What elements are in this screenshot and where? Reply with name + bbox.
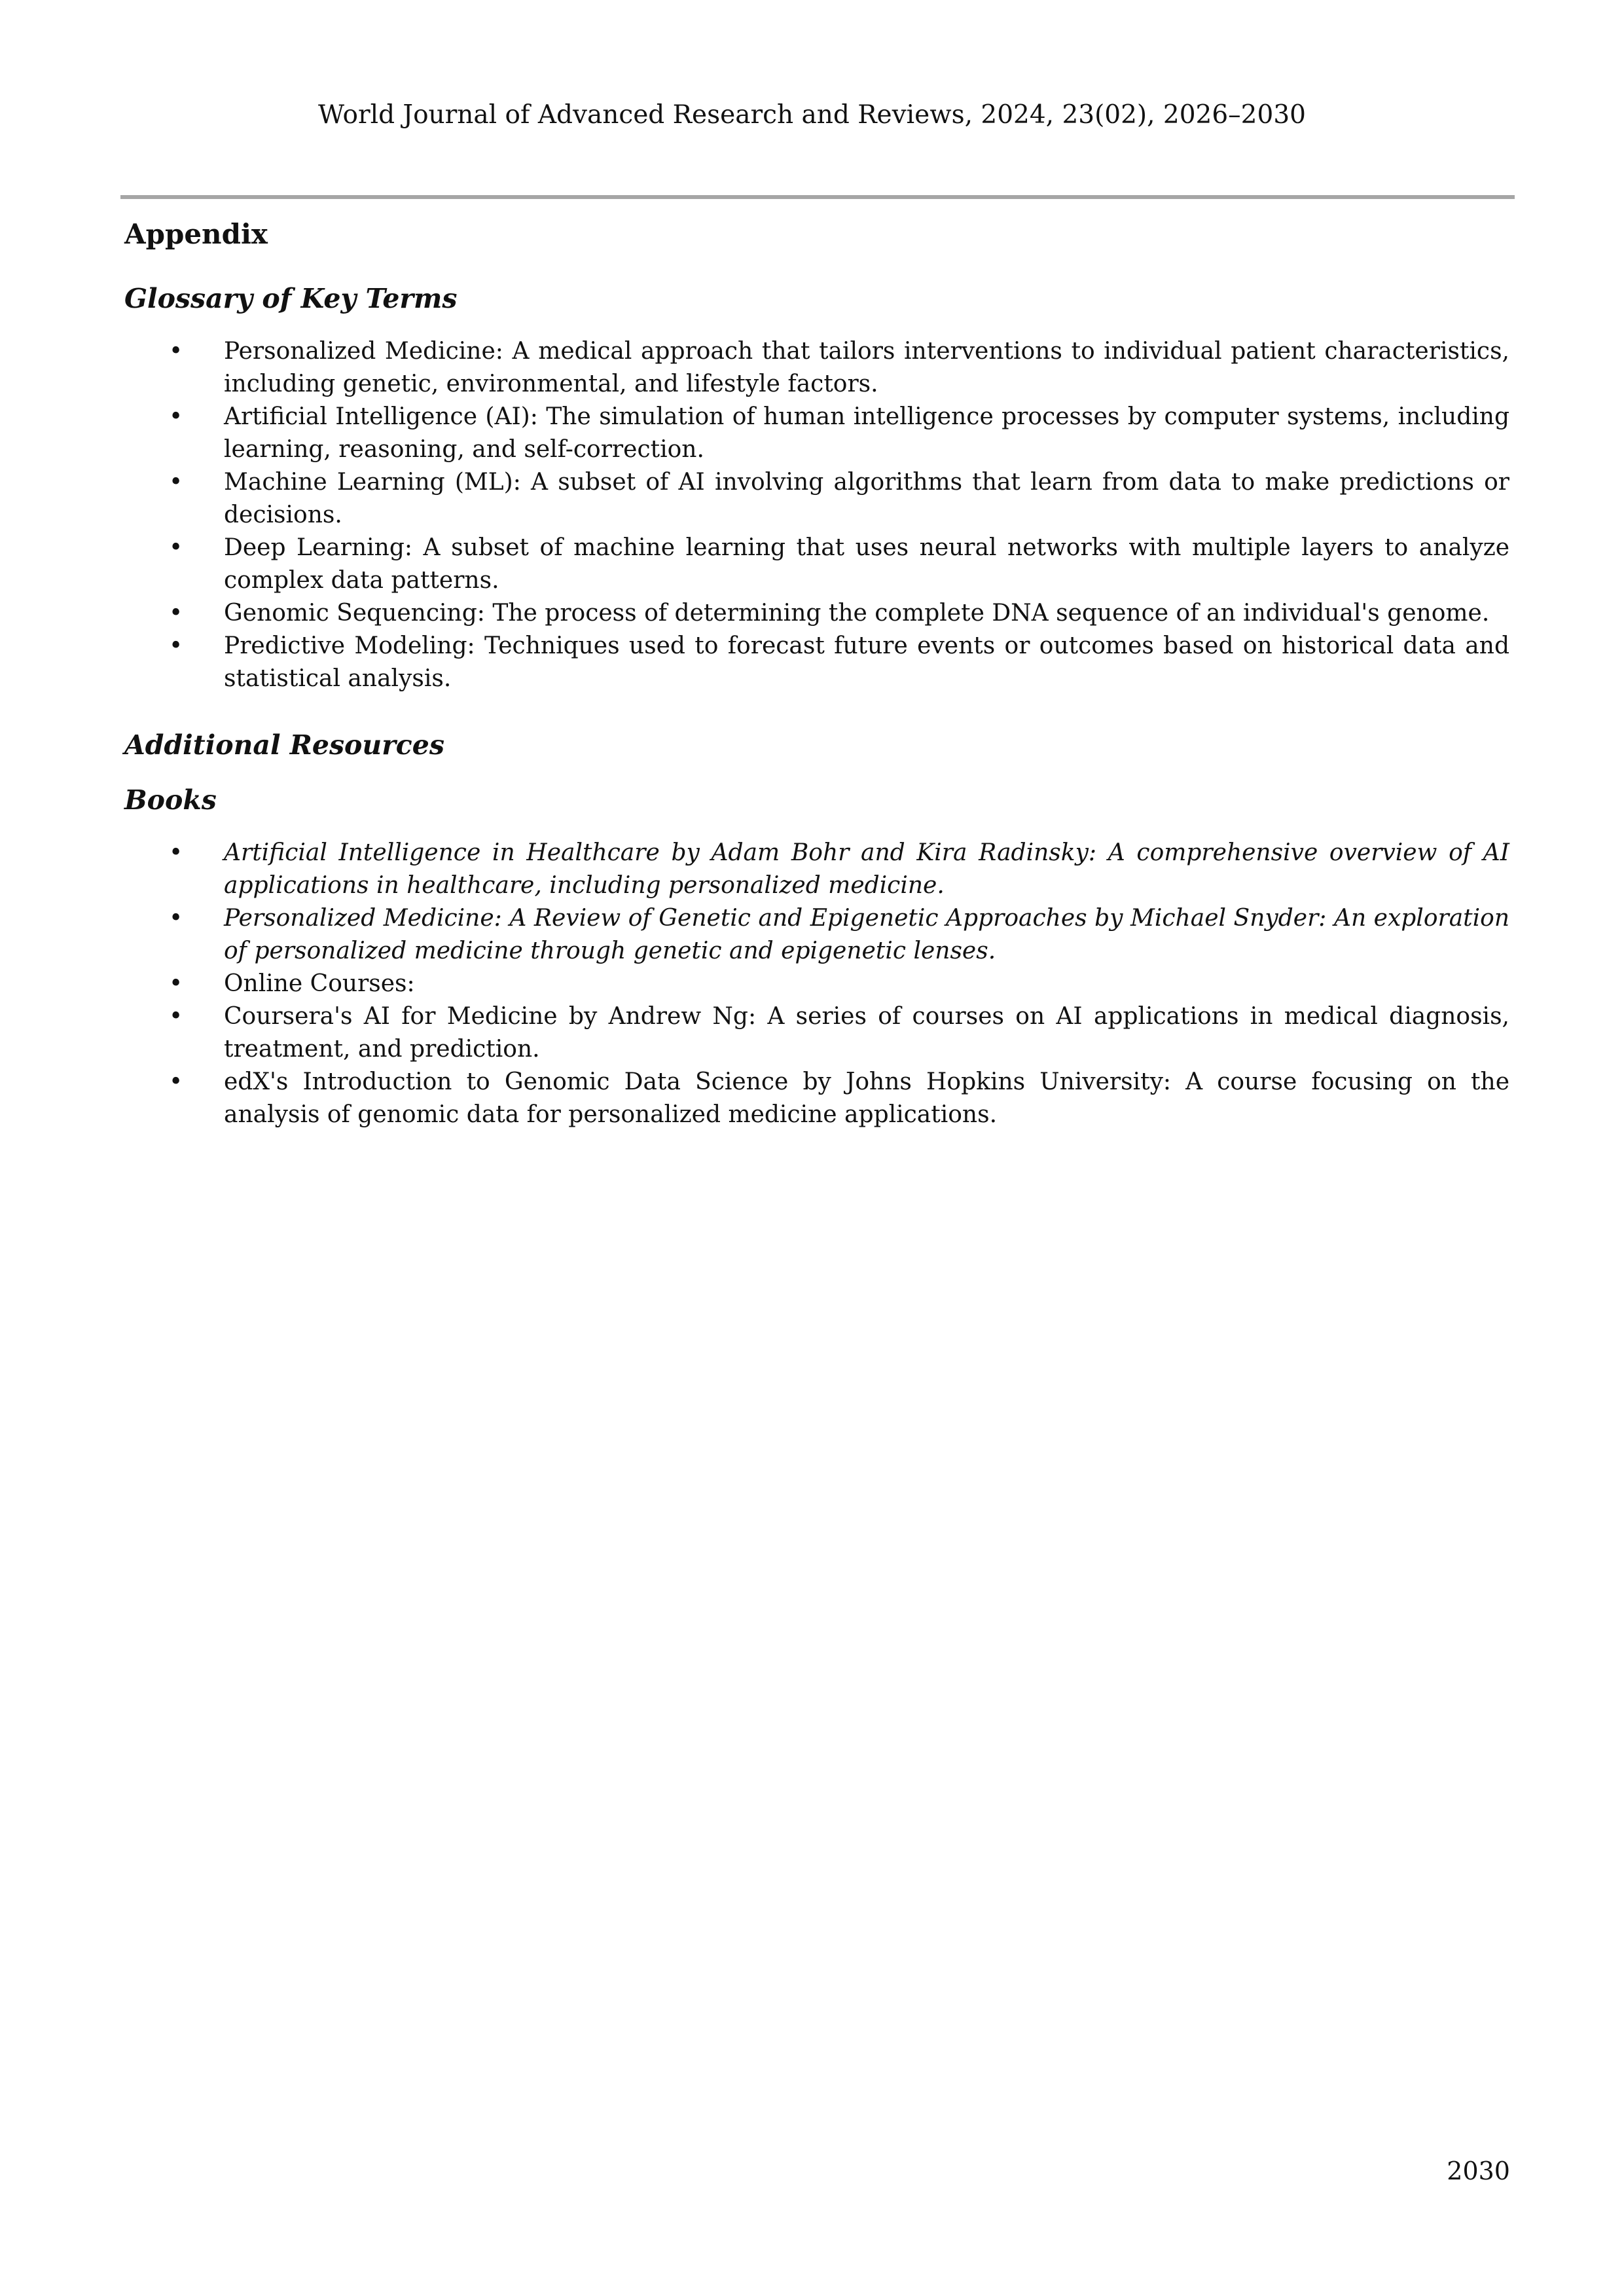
section-heading: Appendix <box>124 218 268 250</box>
resource-item-text: Personalized Medicine: A Review of Genetic and Epigenetic Approaches by Michael Snyder: An exploration of personalized medicine through genetic and epigenetic lenses. <box>224 905 1509 964</box>
resource-item-text: Coursera's AI for Medicine by Andrew Ng: A series of courses on AI applications in medical diagnosis, treatment, and prediction. <box>224 1003 1509 1063</box>
list-item <box>169 902 1509 968</box>
books-heading: Books <box>124 784 217 816</box>
list-item <box>169 1066 1509 1131</box>
list-item <box>169 335 1509 401</box>
resource-item-text: edX's Introduction to Genomic Data Science by Johns Hopkins University: A course focusing on the analysis of genomic data for personalized medicine applications. <box>224 1068 1509 1128</box>
running-header: World Journal of Advanced Research and Reviews, 2024, 23(02), 2026–2030 <box>318 100 1306 130</box>
list-item <box>169 597 1509 630</box>
resource-item-text: Artificial Intelligence in Healthcare by Adam Bohr and Kira Radinsky: A comprehensive overview of AI applications in healthcare, including personalized medicine. <box>224 839 1509 899</box>
glossary-item-text: Genomic Sequencing: The process of determining the complete DNA sequence of an individual's genome. <box>224 600 1490 627</box>
glossary-item-text: Personalized Medicine: A medical approach that tailors interventions to individual patient characteristics, including genetic, environmental, and lifestyle factors. <box>224 338 1509 397</box>
list-item <box>169 837 1509 902</box>
bullet-icon: • <box>169 534 183 561</box>
glossary-item-text: Artificial Intelligence (AI): The simulation of human intelligence processes by computer systems, including learning, reasoning, and self-correction. <box>224 403 1509 463</box>
list-item <box>169 968 1509 1000</box>
list-item <box>169 466 1509 532</box>
page-number: 2030 <box>1447 2157 1510 2185</box>
list-item <box>169 1000 1509 1066</box>
glossary-item-text: Deep Learning: A subset of machine learning that uses neural networks with multiple layers to analyze complex data patterns. <box>224 534 1509 594</box>
bullet-icon: • <box>169 632 183 659</box>
header-rule <box>120 195 1515 199</box>
additional-resources-heading: Additional Resources <box>124 729 444 761</box>
bullet-icon: • <box>169 905 183 932</box>
bullet-icon: • <box>169 403 183 430</box>
page-content <box>124 216 1509 1131</box>
bullet-icon: • <box>169 600 183 627</box>
glossary-list <box>124 335 1509 695</box>
list-item <box>169 532 1509 597</box>
glossary-heading: Glossary of Key Terms <box>124 283 458 314</box>
list-item <box>169 630 1509 695</box>
resource-item-text: Online Courses: <box>224 970 415 997</box>
glossary-item-text: Machine Learning (ML): A subset of AI involving algorithms that learn from data to make predictions or decisions. <box>224 469 1509 528</box>
bullet-icon: • <box>169 1003 183 1030</box>
bullet-icon: • <box>169 970 183 997</box>
list-item <box>169 401 1509 466</box>
bullet-icon: • <box>169 1068 183 1095</box>
glossary-item-text: Predictive Modeling: Techniques used to forecast future events or outcomes based on historical data and statistical analysis. <box>224 632 1509 692</box>
bullet-icon: • <box>169 338 183 365</box>
bullet-icon: • <box>169 839 183 866</box>
resources-list <box>124 837 1509 1131</box>
bullet-icon: • <box>169 469 183 496</box>
